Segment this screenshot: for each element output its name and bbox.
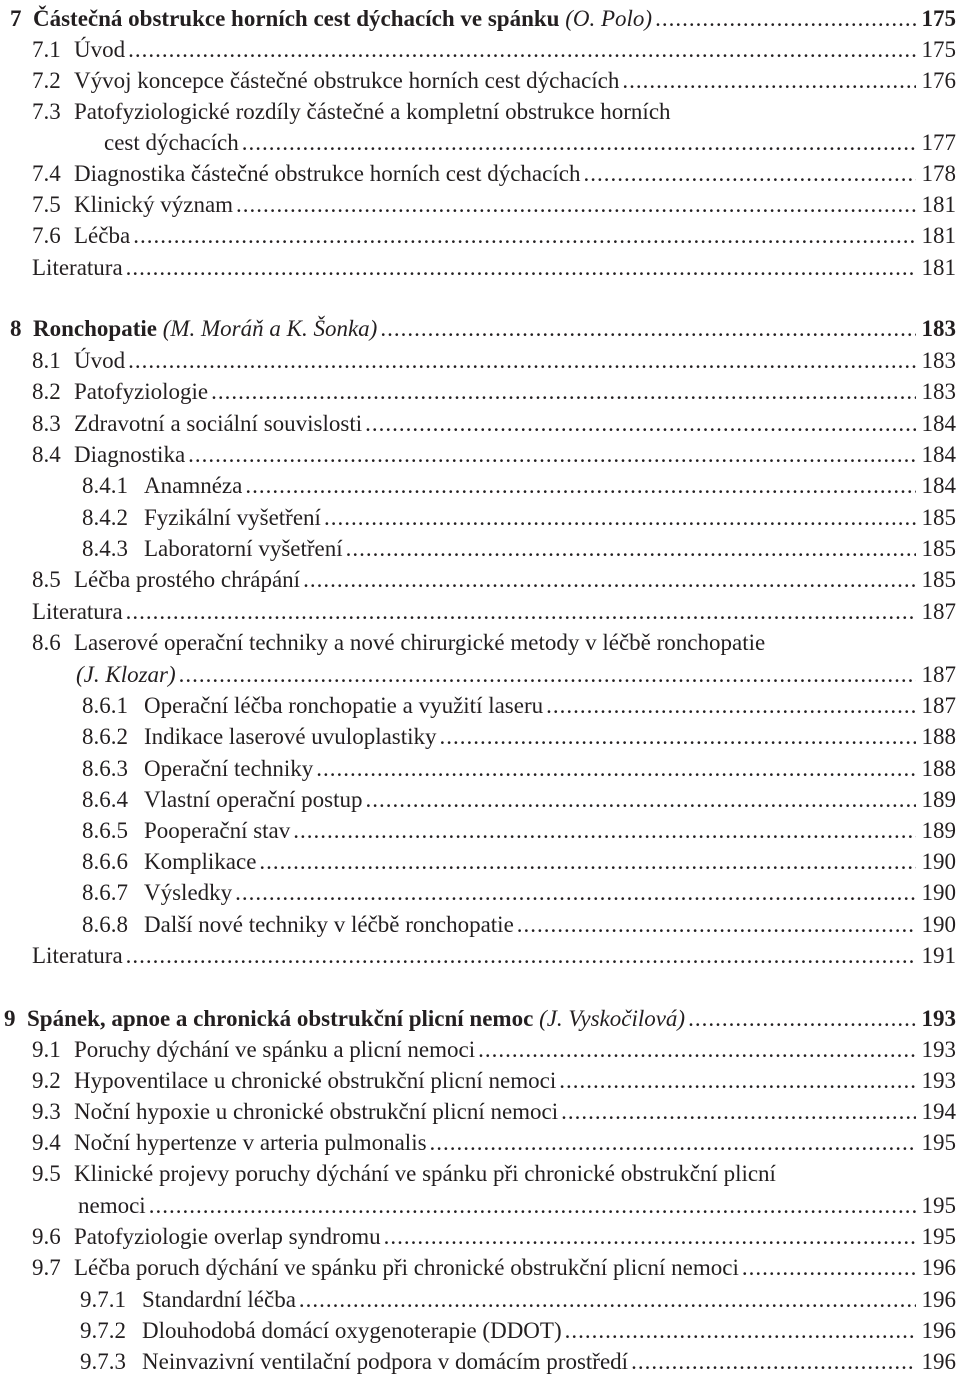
dot-leader [688, 1003, 915, 1034]
dot-leader [128, 34, 915, 65]
toc-entry-page: 181 [921, 223, 956, 248]
toc-entry-label [10, 3, 652, 34]
toc-entry-page: 190 [921, 849, 956, 874]
toc-entry-page: 195 [921, 1130, 956, 1155]
toc-entry [82, 690, 956, 721]
toc-entry [32, 376, 956, 407]
toc-entry-page: 183 [921, 348, 956, 373]
toc-entry-number: 7 [10, 6, 22, 31]
toc-entry-page: 190 [921, 880, 956, 905]
toc-entry-number: 8.4 [32, 442, 61, 467]
toc-entry-title: Komplikace [144, 849, 257, 874]
toc-entry-title: Vývoj koncepce částečné obstrukce horních cest dýchacích [74, 68, 620, 93]
toc-entry-page: 178 [921, 161, 956, 186]
toc-entry-number: 9.3 [32, 1099, 61, 1124]
toc-entry-page: 191 [921, 943, 956, 968]
toc-entry-label [80, 1346, 628, 1377]
toc-entry-number: 8.2 [32, 379, 61, 404]
toc-entry-label [32, 1221, 381, 1252]
dot-leader [546, 690, 915, 721]
dot-leader [126, 596, 916, 627]
dot-leader [259, 846, 915, 877]
toc-entry-page: 184 [921, 411, 956, 436]
toc-entry-label [82, 784, 362, 815]
toc-entry-label [82, 909, 514, 940]
dot-leader [179, 659, 916, 690]
toc-entry [32, 408, 956, 439]
toc-entry-title: Literatura [32, 943, 123, 968]
toc-entry-label [32, 627, 765, 658]
toc-entry-page: 196 [921, 1255, 956, 1280]
toc-entry-label [32, 1127, 427, 1158]
toc-entry-title: Poruchy dýchání ve spánku a plicní nemoci [74, 1037, 476, 1062]
dot-leader [655, 3, 915, 34]
toc-entry [32, 1096, 956, 1127]
toc-entry [32, 96, 956, 127]
toc-entry-label [82, 846, 256, 877]
toc-entry [104, 127, 956, 158]
dot-leader [517, 909, 916, 940]
toc-entry-page: 196 [921, 1287, 956, 1312]
toc-entry-number: 8.4.2 [82, 505, 128, 530]
toc-entry-title: Laboratorní vyšetření [144, 536, 343, 561]
toc-entry-author: (M. Moráň a K. Šonka) [162, 316, 378, 341]
toc-entry-title: Pooperační stav [144, 818, 291, 843]
toc-entry-title: nemoci [78, 1193, 146, 1218]
toc-entry-page: 177 [921, 130, 956, 155]
dot-leader [365, 408, 915, 439]
toc-entry-number: 9.2 [32, 1068, 61, 1093]
toc-entry-title: Úvod [74, 37, 126, 62]
toc-entry-number: 8.4.3 [82, 536, 128, 561]
toc-entry [32, 1252, 956, 1283]
dot-leader [380, 313, 915, 344]
toc-entry-title: cest dýchacích [104, 130, 239, 155]
toc-entry [82, 470, 956, 501]
toc-entry-page: 194 [921, 1099, 956, 1124]
toc-entry-number: 9.4 [32, 1130, 61, 1155]
toc-entry-label [82, 470, 242, 501]
toc-entry-label [32, 345, 125, 376]
toc-entry [32, 1127, 956, 1158]
toc-entry-page: 185 [921, 505, 956, 530]
dot-leader [236, 189, 915, 220]
toc-entry-title: Operační léčba ronchopatie a využití laseru [144, 693, 544, 718]
toc-entry-label [32, 596, 123, 627]
toc-entry-title: Dlouhodobá domácí oxygenoterapie (DDOT) [142, 1318, 562, 1343]
dot-leader [365, 784, 915, 815]
dot-leader [631, 1346, 915, 1377]
toc-entry-number: 8.6.7 [82, 880, 128, 905]
toc-entry [32, 596, 956, 627]
toc-entry-number: 8.6.6 [82, 849, 128, 874]
toc-entry-title: Diagnostika částečné obstrukce horních cest dýchacích [74, 161, 581, 186]
toc-entry [82, 721, 956, 752]
toc-entry-number: 8.6.3 [82, 756, 128, 781]
toc-entry [32, 439, 956, 470]
toc-entry-title: Ronchopatie [33, 316, 157, 341]
toc-entry-number: 7.2 [32, 68, 61, 93]
toc-entry-label [104, 127, 239, 158]
toc-entry-author: (O. Polo) [565, 6, 653, 31]
toc-entry-label [32, 220, 130, 251]
dot-leader [384, 1221, 916, 1252]
toc-entry [32, 65, 956, 96]
toc-entry-label [32, 189, 233, 220]
toc-entry-page: 193 [921, 1068, 956, 1093]
dot-leader [622, 65, 915, 96]
toc-entry-title: Částečná obstrukce horních cest dýchacích ve spánku [33, 6, 560, 31]
toc-entry-number: 8.6.2 [82, 724, 128, 749]
toc-entry-label [32, 1252, 739, 1283]
toc-entry-label [32, 1096, 558, 1127]
toc-entry-page: 188 [921, 756, 956, 781]
dot-leader [245, 470, 915, 501]
toc-entry-title: Indikace laserové uvuloplastiky [144, 724, 437, 749]
toc-entry [32, 940, 956, 971]
toc-entry-title: Další nové techniky v léčbě ronchopatie [144, 912, 514, 937]
dot-leader [565, 1315, 916, 1346]
toc-entry [80, 1346, 956, 1377]
toc-entry-title: Literatura [32, 255, 123, 280]
toc-entry [32, 220, 956, 251]
toc-entry-number: 8.1 [32, 348, 61, 373]
toc-entry-title: Patofyziologie [74, 379, 209, 404]
toc-entry-number: 8.6.5 [82, 818, 128, 843]
toc-entry-page: 187 [921, 693, 956, 718]
toc-entry [80, 1284, 956, 1315]
toc-entry-number: 8.4.1 [82, 473, 128, 498]
toc-entry-title: Laserové operační techniky a nové chirurgické metody v léčbě ronchopatie [74, 630, 766, 655]
toc-chapter-entry [10, 3, 956, 34]
toc-entry-label [82, 877, 232, 908]
toc-entry-label [32, 96, 671, 127]
toc-entry-author: (J. Vyskočilová) [539, 1006, 686, 1031]
toc-entry-page: 189 [921, 818, 956, 843]
toc-entry [32, 1065, 956, 1096]
toc-entry [32, 345, 956, 376]
dot-leader [440, 721, 916, 752]
toc-entry-title: Noční hypertenze v arteria pulmonalis [74, 1130, 427, 1155]
toc-chapter-entry [4, 1003, 956, 1034]
toc-entry-page: 187 [921, 662, 956, 687]
toc-entry-title: Léčba [74, 223, 131, 248]
toc-entry-page: 196 [921, 1318, 956, 1343]
toc-entry-title: Noční hypoxie u chronické obstrukční plicní nemoci [74, 1099, 559, 1124]
toc-entry-number: 8.3 [32, 411, 61, 436]
toc-entry-number: 7.4 [32, 161, 61, 186]
dot-leader [303, 564, 915, 595]
toc-entry-label [32, 158, 580, 189]
toc-entry-page: 176 [921, 68, 956, 93]
toc-entry [76, 659, 956, 690]
toc-chapter-entry [10, 313, 956, 344]
dot-leader [324, 502, 916, 533]
toc-entry-page: 190 [921, 912, 956, 937]
toc-entry [82, 909, 956, 940]
toc-entry-title: Fyzikální vyšetření [144, 505, 321, 530]
toc-entry-title: Patofyziologie overlap syndromu [74, 1224, 381, 1249]
toc-entry-number: 9 [4, 1006, 16, 1031]
toc-entry-page: 175 [921, 6, 956, 31]
dot-leader [293, 815, 915, 846]
toc-entry-label [82, 753, 313, 784]
toc-entry-title: Klinický význam [74, 192, 234, 217]
toc-entry-page: 181 [921, 255, 956, 280]
dot-leader [235, 877, 915, 908]
toc-entry-label [32, 376, 208, 407]
toc-entry-title: Diagnostika [74, 442, 186, 467]
toc-entry [32, 627, 956, 658]
toc-entry-label [10, 313, 377, 344]
toc-entry [32, 1034, 956, 1065]
toc-entry-label [4, 1003, 685, 1034]
toc-entry-number: 7.3 [32, 99, 61, 124]
toc-entry-label [32, 252, 123, 283]
toc-entry-label [82, 502, 321, 533]
toc-entry-page: 195 [921, 1193, 956, 1218]
toc-entry-label [80, 1315, 562, 1346]
toc-entry [32, 189, 956, 220]
toc-entry-number: 8.6.1 [82, 693, 128, 718]
toc-entry-label [82, 690, 543, 721]
dot-leader [478, 1034, 915, 1065]
toc-entry-number: 9.6 [32, 1224, 61, 1249]
toc-entry-page: 196 [921, 1349, 956, 1374]
toc-entry-label [32, 1065, 556, 1096]
toc-entry-number: 7.1 [32, 37, 61, 62]
toc-entry-number: 8.6.4 [82, 787, 128, 812]
toc-entry-title: Operační techniky [144, 756, 314, 781]
toc-entry [82, 533, 956, 564]
toc-entry [82, 784, 956, 815]
dot-leader [316, 753, 915, 784]
toc-entry [82, 846, 956, 877]
toc-entry-title: Neinvazivní ventilační podpora v domácím prostředí [142, 1349, 629, 1374]
toc-entry-title: Výsledky [144, 880, 233, 905]
toc-entry-title: Spánek, apnoe a chronická obstrukční plicní nemoc [27, 1006, 534, 1031]
toc-entry-number: 9.7.1 [80, 1287, 126, 1312]
dot-leader [299, 1284, 916, 1315]
toc-entry-number: 9.7.3 [80, 1349, 126, 1374]
toc-entry-title: Hypoventilace u chronické obstrukční plicní nemoci [74, 1068, 557, 1093]
dot-leader [430, 1127, 916, 1158]
toc-entry-page: 181 [921, 192, 956, 217]
toc-entry-label [32, 940, 123, 971]
dot-leader [149, 1190, 916, 1221]
toc-entry [32, 252, 956, 283]
toc-entry [32, 1158, 956, 1189]
toc-entry-author: (J. Klozar) [76, 662, 176, 687]
toc-entry [82, 877, 956, 908]
toc-entry-page: 195 [921, 1224, 956, 1249]
toc-entry-page: 185 [921, 567, 956, 592]
toc-entry-title: Literatura [32, 599, 123, 624]
dot-leader [583, 158, 915, 189]
toc-entry-number: 8.6 [32, 630, 61, 655]
toc-entry [82, 815, 956, 846]
toc-entry-label [32, 1034, 475, 1065]
dot-leader [126, 940, 916, 971]
toc-entry-page: 189 [921, 787, 956, 812]
toc-entry-page: 184 [921, 442, 956, 467]
dot-leader [128, 345, 915, 376]
dot-leader [126, 252, 916, 283]
toc-entry-title: Standardní léčba [142, 1287, 296, 1312]
dot-leader [133, 220, 915, 251]
toc-entry-number: 9.1 [32, 1037, 61, 1062]
toc-entry-label [78, 1190, 146, 1221]
toc-entry-page: 175 [921, 37, 956, 62]
toc-entry-title: Zdravotní a sociální souvislosti [74, 411, 363, 436]
toc-entry-page: 185 [921, 536, 956, 561]
toc-entry-number: 7.6 [32, 223, 61, 248]
toc-entry-page: 193 [921, 1006, 956, 1031]
toc-entry-label [76, 659, 176, 690]
toc-entry-title: Úvod [74, 348, 126, 373]
dot-leader [559, 1065, 915, 1096]
toc-entry-title: Vlastní operační postup [144, 787, 363, 812]
toc-entry-label [32, 1158, 776, 1189]
toc-entry [32, 1221, 956, 1252]
toc-entry-title: Patofyziologické rozdíly částečné a kompletní obstrukce horních [74, 99, 671, 124]
toc-entry-label [32, 408, 362, 439]
toc-entry-label [32, 65, 619, 96]
toc-entry [78, 1190, 956, 1221]
toc-entry-number: 8.6.8 [82, 912, 128, 937]
toc-entry-label [82, 815, 290, 846]
dot-leader [211, 376, 915, 407]
toc-entry [32, 158, 956, 189]
toc-entry-page: 183 [921, 379, 956, 404]
toc-entry [32, 564, 956, 595]
toc-entry-label [82, 533, 343, 564]
dot-leader [346, 533, 916, 564]
toc-entry-page: 183 [921, 316, 956, 341]
toc-entry-number: 9.7 [32, 1255, 61, 1280]
toc-entry-title: Léčba prostého chrápání [74, 567, 301, 592]
dot-leader [742, 1252, 916, 1283]
toc-entry [80, 1315, 956, 1346]
toc-entry-label [80, 1284, 296, 1315]
toc-entry-page: 187 [921, 599, 956, 624]
dot-leader [242, 127, 916, 158]
toc-entry-number: 8.5 [32, 567, 61, 592]
toc-entry-page: 193 [921, 1037, 956, 1062]
toc-entry-title: Anamnéza [144, 473, 243, 498]
toc-entry-page: 188 [921, 724, 956, 749]
toc-entry-label [82, 721, 437, 752]
toc-entry-label [32, 439, 185, 470]
dot-leader [561, 1096, 915, 1127]
dot-leader [188, 439, 915, 470]
toc-entry-label [32, 564, 300, 595]
toc-entry-label [32, 34, 125, 65]
toc-entry-number: 7.5 [32, 192, 61, 217]
toc-entry-page: 184 [921, 473, 956, 498]
toc-entry-number: 9.5 [32, 1161, 61, 1186]
toc-entry-number: 9.7.2 [80, 1318, 126, 1343]
toc-entry-title: Léčba poruch dýchání ve spánku při chronické obstrukční plicní nemoci [74, 1255, 739, 1280]
toc-entry-title: Klinické projevy poruchy dýchání ve spánku při chronické obstrukční plicní [74, 1161, 776, 1186]
toc-entry [32, 34, 956, 65]
toc-entry [82, 753, 956, 784]
toc-entry-number: 8 [10, 316, 22, 341]
toc-entry [82, 502, 956, 533]
